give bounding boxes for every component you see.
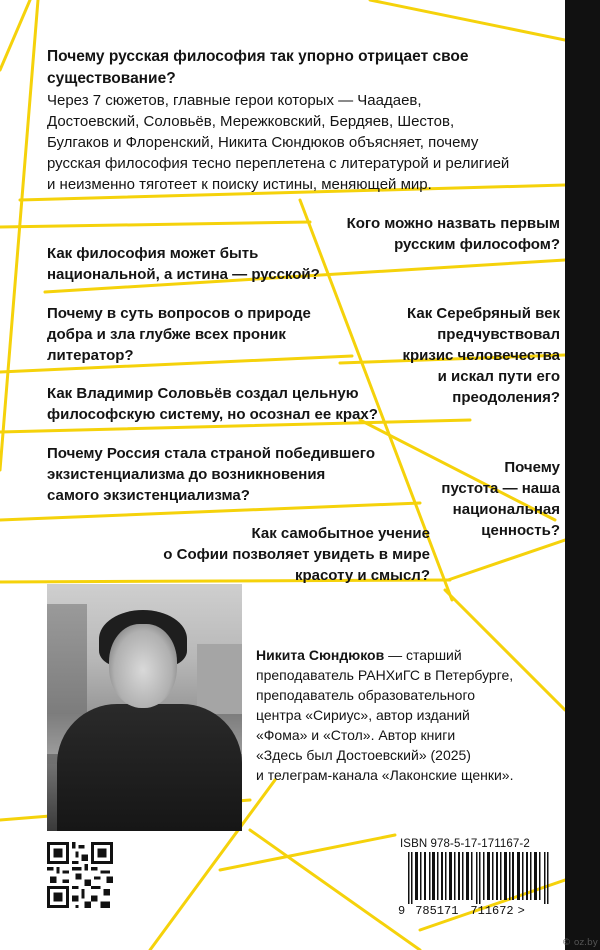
author-bio [256,645,556,785]
barcode [408,852,552,904]
watermark: © oz.by [562,938,598,948]
qr-code [47,842,113,908]
intro-body: Через 7 сюжетов, главные герои которых — Чаадаев, Достоевский, Соловьёв, Мережковский, Бердяев, Шестов, Булгаков и Флоренский, Никита Сюндюков объясняет, почему русская философия тесно переплетена с литературой и религией и неизменно тяготеет к поиску истины, меняющей мир. [47,92,510,193]
barcode-digit-prefix: 9 [398,904,406,918]
book-spine [565,0,600,950]
question-sophia: Как самобытное учение о Софии позволяет увидеть в мире красоту и смысл? [163,525,430,584]
question-national-philosophy: Как философия может быть национальной, а истина — русской? [47,245,320,283]
barcode-digit-group-left: 785171 [415,904,459,918]
question-silver-age: Как Серебряный век предчувствовал кризис человечества и искал пути его преодоления? [402,305,560,406]
barcode-digits [398,904,556,918]
isbn-barcode-block [398,838,556,920]
question-solovyov: Как Владимир Соловьёв создал цельную философскую систему, но осознал ее крах? [47,385,378,423]
question-good-and-evil: Почему в суть вопросов о природе добра и зла глубже всех проник литератор? [47,305,311,364]
intro-heading: Почему русская философия так упорно отрицает свое существование? [47,48,469,87]
barcode-quiet-zone-mark: > [517,904,525,918]
question-first-philosopher: Кого можно назвать первым русским философом? [346,215,560,253]
question-emptiness: Почему пустота — наша национальная ценность? [441,459,560,539]
question-existentialism: Почему Россия стала страной победившего экзистенциализма до возникновения самого экзистенциализма? [47,445,375,504]
author-photo [47,584,242,831]
author-name: Никита Сюндюков [256,647,385,663]
barcode-digit-group-right: 711672 [470,904,514,918]
isbn-label: ISBN 978-5-17-171167-2 [400,838,530,850]
author-description: — старший преподаватель РАНХиГС в Петербурге, преподаватель образовательного центра «Сириус», автор изданий «Фома» и «Стол». Автор книги «Здесь был Достоевский» (2025) и телеграм-канала «Лаконские щенки». [256,647,514,783]
